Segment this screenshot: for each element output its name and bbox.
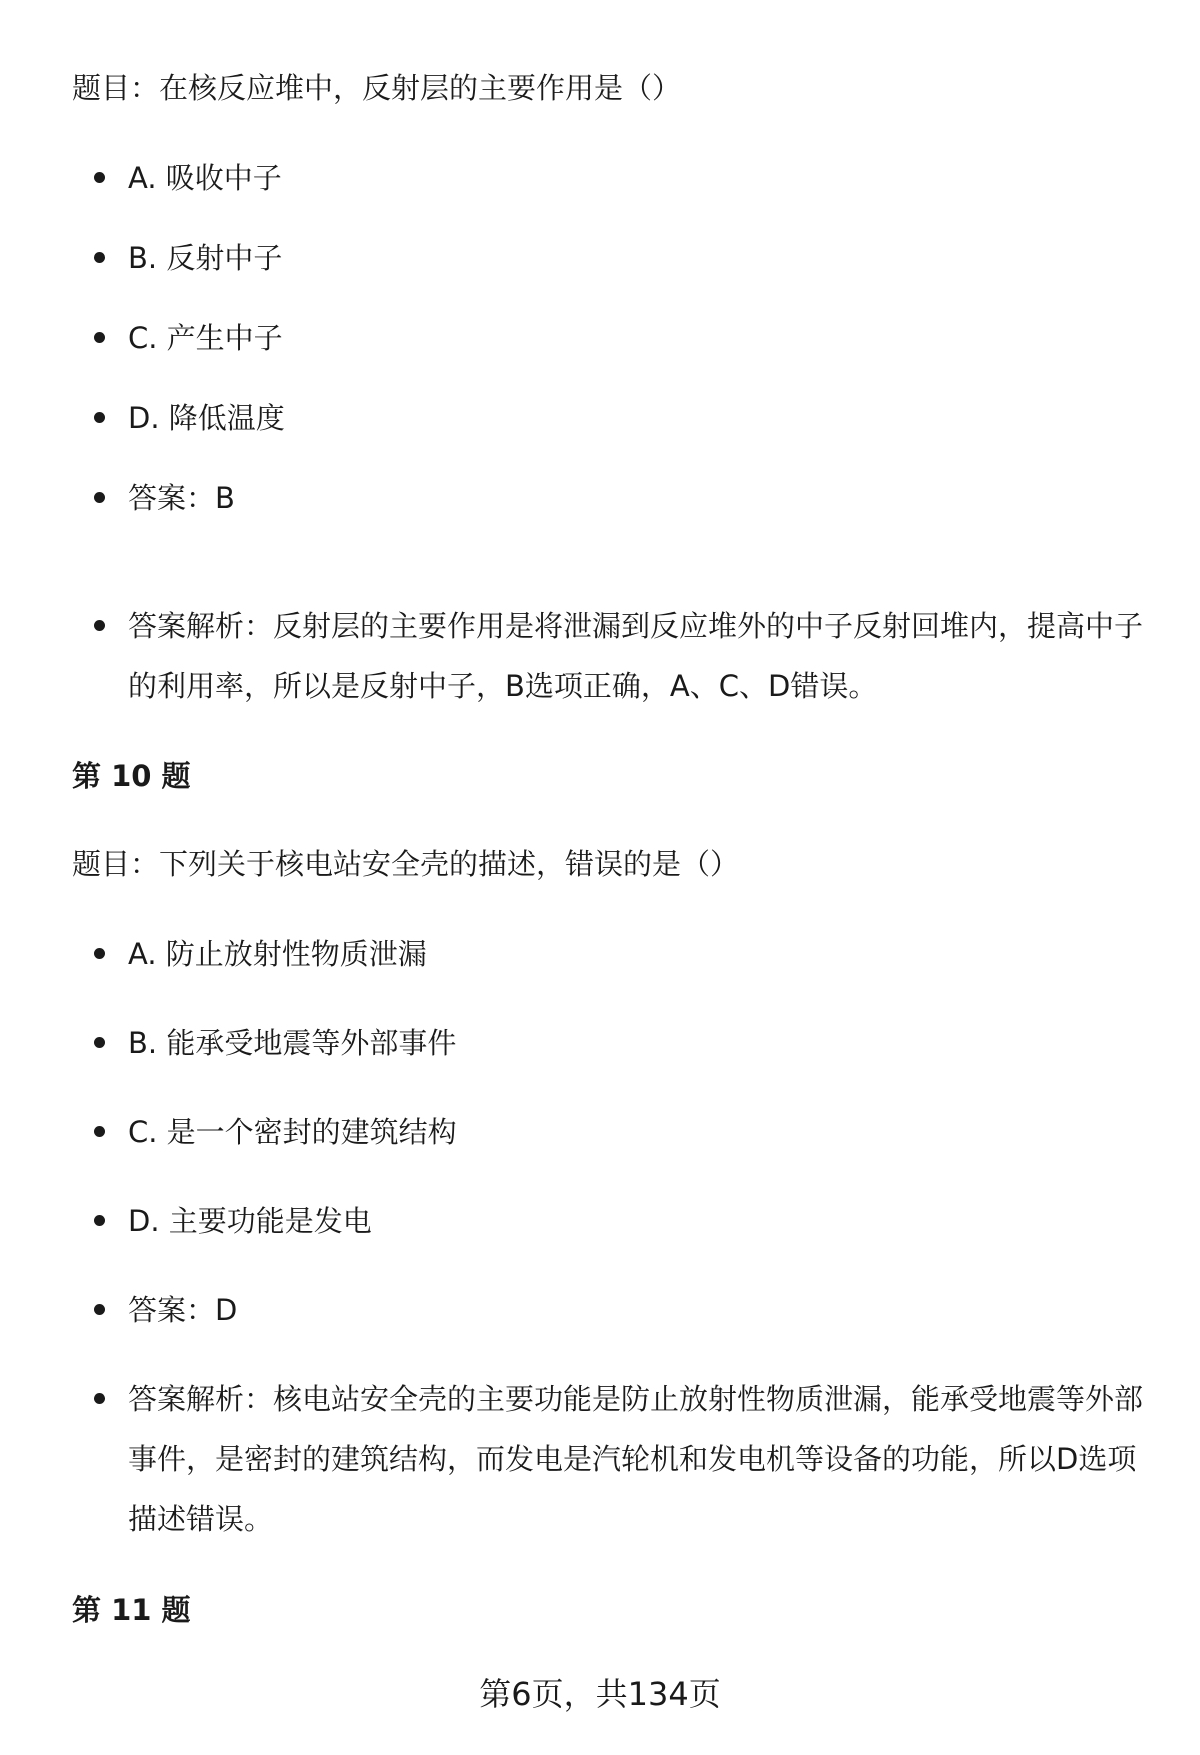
question-10-option-c: C. 是一个密封的建筑结构 <box>94 1102 1154 1162</box>
bullet-icon <box>94 1215 105 1226</box>
bullet-icon <box>94 252 105 263</box>
question-9-text: 题目：在核反应堆中，反射层的主要作用是（） <box>72 71 682 105</box>
question-9-option-a: A. 吸收中子 <box>94 148 1154 208</box>
bullet-icon <box>94 172 105 183</box>
question-10-option-b: B. 能承受地震等外部事件 <box>94 1013 1154 1073</box>
question-10-text: 题目：下列关于核电站安全壳的描述，错误的是（） <box>72 847 740 881</box>
bullet-icon <box>94 492 105 503</box>
bullet-icon <box>94 332 105 343</box>
bullet-icon <box>94 1393 105 1404</box>
bullet-icon <box>94 620 105 631</box>
question-10-heading: 第 10 题 <box>72 759 191 793</box>
question-9-option-c: C. 产生中子 <box>94 308 1154 368</box>
bullet-icon <box>94 948 105 959</box>
question-9-option-d: D. 降低温度 <box>94 388 1154 448</box>
page-number: 第6页，共134页 <box>479 1675 721 1713</box>
bullet-icon <box>94 412 105 423</box>
bullet-icon <box>94 1037 105 1048</box>
bullet-icon <box>94 1126 105 1137</box>
question-10-option-d: D. 主要功能是发电 <box>94 1191 1154 1251</box>
bullet-icon <box>94 1304 105 1315</box>
question-9-explanation: 答案解析：反射层的主要作用是将泄漏到反应堆外的中子反射回堆内，提高中子的利用率，所以是反射中子，B选项正确，A、C、D错误。 <box>94 596 1154 716</box>
question-9-answer: 答案：B <box>94 468 1154 528</box>
question-10-explanation: 答案解析：核电站安全壳的主要功能是防止放射性物质泄漏，能承受地震等外部事件，是密封的建筑结构，而发电是汽轮机和发电机等设备的功能，所以D选项描述错误。 <box>94 1369 1154 1549</box>
question-10-answer: 答案：D <box>94 1280 1154 1340</box>
question-9-option-b: B. 反射中子 <box>94 228 1154 288</box>
question-11-heading: 第 11 题 <box>72 1593 191 1627</box>
question-10-option-a: A. 防止放射性物质泄漏 <box>94 924 1154 984</box>
